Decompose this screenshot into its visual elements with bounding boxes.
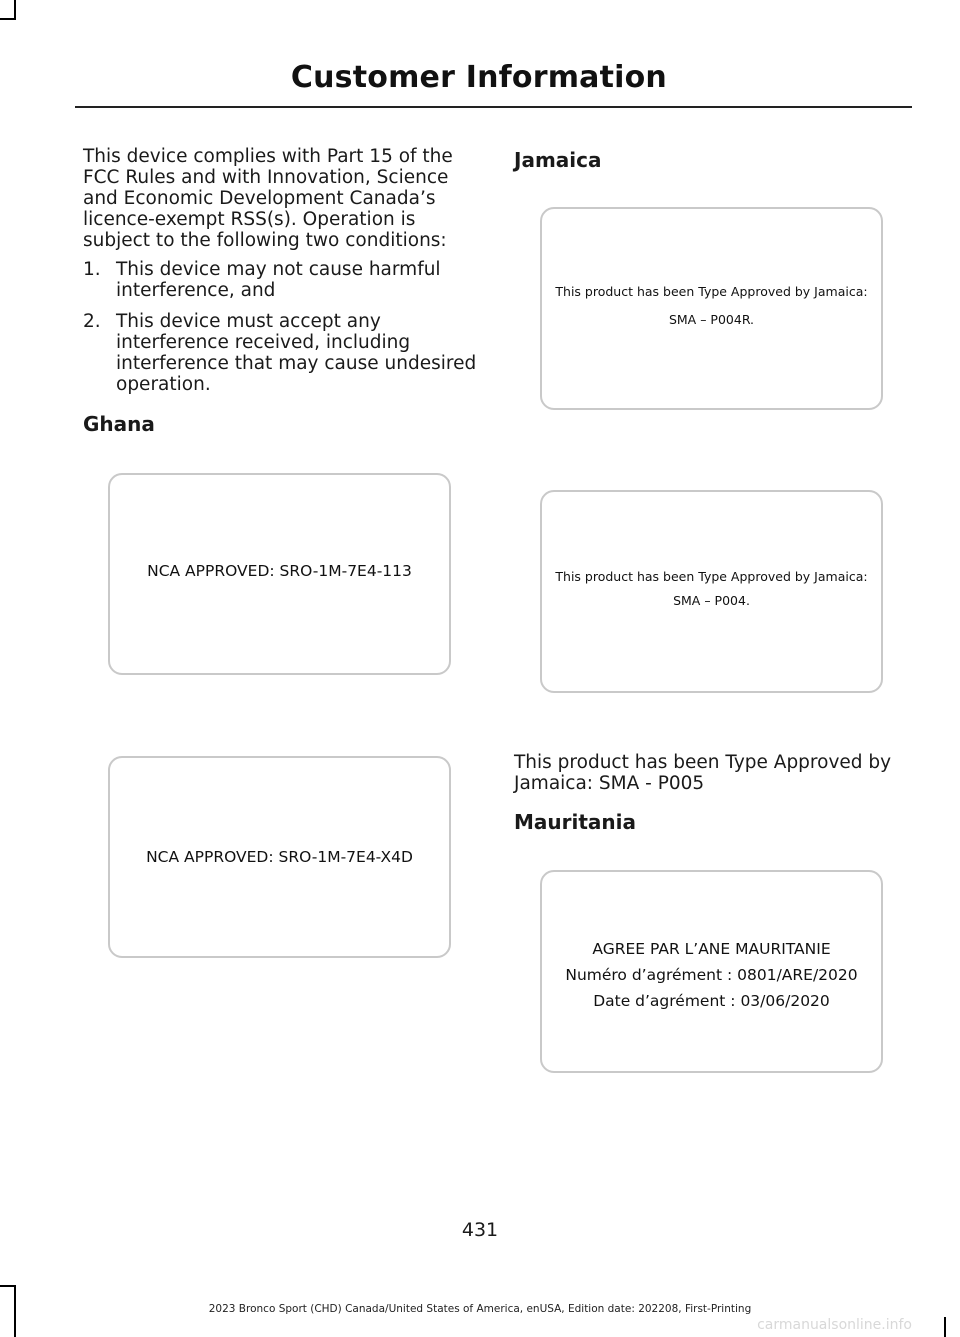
- approval-date: Date d’agrément : 03/06/2020: [593, 992, 830, 1010]
- approval-number: Numéro d’agrément : 0801/ARE/2020: [565, 966, 858, 984]
- condition-text: This device must accept any interference received, including interference that may cause undesired operation.: [116, 311, 477, 395]
- crop-mark-top-left-h: [0, 18, 16, 20]
- approval-code: SMA – P004.: [673, 592, 750, 608]
- page-title: Customer Information: [290, 60, 667, 95]
- crop-mark-bottom-right: [944, 1317, 946, 1337]
- page-number: 431: [461, 1219, 499, 1241]
- approval-text: This product has been Type Approved by Jamaica:: [555, 283, 868, 299]
- condition-item: [83, 311, 478, 395]
- approval-text: This product has been Type Approved by Jamaica:: [555, 568, 868, 584]
- jamaica-approval-label-1: [540, 207, 883, 410]
- jamaica-approval-text: This product has been Type Approved by Jamaica: SMA - P005: [514, 752, 892, 794]
- condition-number: 2.: [83, 311, 101, 332]
- approval-text: AGREE PAR L’ANE MAURITANIE: [592, 940, 831, 958]
- condition-item: [83, 259, 478, 301]
- compliance-intro: This device complies with Part 15 of the FCC Rules and with Innovation, Science and Economic Development Canada’s licence-exempt RSS(s). Operation is subject to the following two conditions:: [83, 146, 453, 251]
- jamaica-heading: Jamaica: [514, 148, 602, 172]
- approval-text: NCA APPROVED: SRO-1M-7E4-113: [147, 562, 412, 580]
- watermark: carmanualsonline.info: [757, 1317, 912, 1333]
- edition-footer: 2023 Bronco Sport (CHD) Canada/United States of America, enUSA, Edition date: 202208, First-Printing: [208, 1303, 752, 1315]
- crop-mark-top-left: [14, 0, 16, 20]
- approval-code: SMA – P004R.: [668, 311, 755, 327]
- ghana-approval-label-1: [108, 473, 451, 675]
- mauritania-approval-label: [540, 870, 883, 1073]
- jamaica-approval-label-2: [540, 490, 883, 693]
- crop-mark-bottom-left-h: [0, 1285, 16, 1287]
- right-column: [514, 146, 914, 172]
- mauritania-heading: Mauritania: [514, 810, 637, 834]
- left-column: [83, 146, 478, 436]
- condition-text: This device may not cause harmful interference, and: [116, 259, 441, 301]
- header-divider: [75, 106, 912, 108]
- ghana-approval-label-2: [108, 756, 451, 958]
- ghana-heading: Ghana: [83, 412, 155, 436]
- condition-number: 1.: [83, 259, 101, 280]
- approval-text: NCA APPROVED: SRO-1M-7E4-X4D: [146, 848, 413, 866]
